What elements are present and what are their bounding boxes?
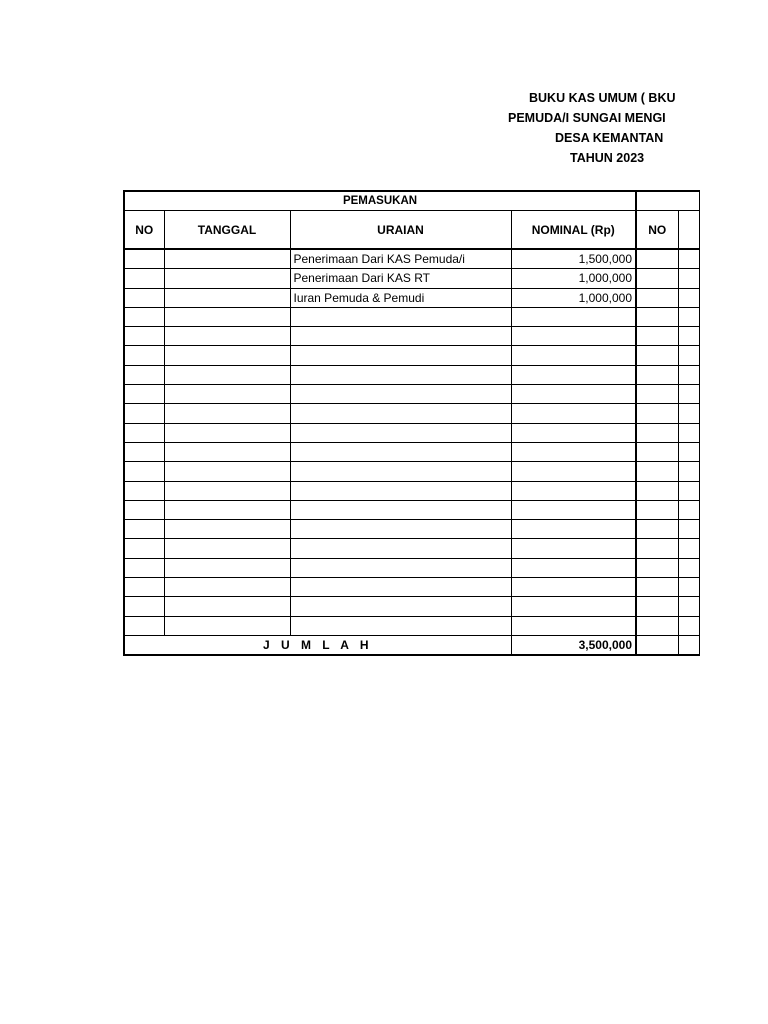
cell-nominal — [511, 442, 636, 461]
cell-nominal — [511, 385, 636, 404]
cell-uraian — [290, 404, 511, 423]
cell-uraian — [290, 423, 511, 442]
cell-right-partial — [678, 346, 699, 365]
cell-tanggal — [164, 462, 290, 481]
report-title-line-1: BUKU KAS UMUM ( BKU — [529, 91, 676, 105]
cell-tanggal — [164, 327, 290, 346]
table-row — [124, 404, 699, 423]
cell-right-partial — [678, 520, 699, 539]
cell-uraian — [290, 500, 511, 519]
cell-uraian — [290, 346, 511, 365]
cell-uraian — [290, 558, 511, 577]
table-row — [124, 539, 699, 558]
table-body — [124, 249, 699, 635]
cell-no — [124, 385, 164, 404]
table-row — [124, 578, 699, 597]
cell-no-right — [636, 404, 678, 423]
cell-no — [124, 481, 164, 500]
col-header-tanggal: TANGGAL — [164, 211, 290, 250]
cell-uraian — [290, 520, 511, 539]
cell-tanggal — [164, 307, 290, 326]
cell-no-right — [636, 462, 678, 481]
report-title-line-4: TAHUN 2023 — [570, 151, 645, 165]
cell-right-partial — [678, 423, 699, 442]
cell-right-partial — [678, 481, 699, 500]
table-row — [124, 307, 699, 326]
table-row — [124, 423, 699, 442]
cell-no-right — [636, 442, 678, 461]
col-header-no: NO — [124, 211, 164, 250]
cell-no-right — [636, 365, 678, 384]
cell-no — [124, 616, 164, 635]
cell-no-right — [636, 597, 678, 616]
cell-tanggal — [164, 616, 290, 635]
cell-right-partial — [678, 327, 699, 346]
cell-no — [124, 539, 164, 558]
cell-nominal: 1,000,000 — [511, 288, 636, 307]
cell-no — [124, 520, 164, 539]
spreadsheet-area — [123, 190, 768, 660]
cell-uraian — [290, 327, 511, 346]
cell-no — [124, 307, 164, 326]
cell-tanggal — [164, 249, 290, 269]
table-row — [124, 616, 699, 635]
cell-uraian — [290, 578, 511, 597]
cell-nominal — [511, 558, 636, 577]
cashbook-table — [123, 190, 700, 656]
total-row — [124, 635, 699, 655]
cell-no — [124, 404, 164, 423]
cell-uraian — [290, 539, 511, 558]
cell-nominal — [511, 365, 636, 384]
cell-nominal — [511, 597, 636, 616]
cell-uraian — [290, 385, 511, 404]
cell-tanggal — [164, 481, 290, 500]
total-right-partial — [678, 635, 699, 655]
cell-right-partial — [678, 539, 699, 558]
group-header-row — [124, 191, 699, 211]
report-title-line-3: DESA KEMANTAN — [555, 131, 664, 145]
cell-no-right — [636, 385, 678, 404]
cell-tanggal — [164, 578, 290, 597]
cell-no-right — [636, 539, 678, 558]
cell-right-partial — [678, 616, 699, 635]
table-row — [124, 462, 699, 481]
table-row — [124, 269, 699, 288]
report-title-line-2: PEMUDA/I SUNGAI MENGI — [508, 111, 666, 125]
cell-no — [124, 462, 164, 481]
cell-uraian — [290, 481, 511, 500]
cell-nominal: 1,500,000 — [511, 249, 636, 269]
table-row — [124, 346, 699, 365]
cell-nominal — [511, 462, 636, 481]
cell-no-right — [636, 249, 678, 269]
cell-right-partial — [678, 558, 699, 577]
cell-right-partial — [678, 288, 699, 307]
total-right-cell — [636, 635, 678, 655]
cell-no-right — [636, 500, 678, 519]
cell-uraian — [290, 462, 511, 481]
cell-tanggal — [164, 442, 290, 461]
col-header-nominal: NOMINAL (Rp) — [511, 211, 636, 250]
cell-nominal — [511, 520, 636, 539]
col-header-no-right: NO — [636, 211, 678, 250]
cell-tanggal — [164, 520, 290, 539]
cell-no-right — [636, 423, 678, 442]
cell-uraian: Iuran Pemuda & Pemudi — [290, 288, 511, 307]
cell-no-right — [636, 288, 678, 307]
cell-uraian — [290, 307, 511, 326]
pemasukan-header: PEMASUKAN — [124, 191, 636, 211]
column-header-row — [124, 211, 699, 250]
cell-nominal — [511, 578, 636, 597]
cell-no — [124, 578, 164, 597]
cell-nominal — [511, 327, 636, 346]
cell-nominal — [511, 500, 636, 519]
cell-tanggal — [164, 597, 290, 616]
cell-no — [124, 500, 164, 519]
cell-uraian: Penerimaan Dari KAS RT — [290, 269, 511, 288]
cell-uraian — [290, 597, 511, 616]
cell-no-right — [636, 481, 678, 500]
total-value: 3,500,000 — [511, 635, 636, 655]
table-row — [124, 327, 699, 346]
table-row — [124, 597, 699, 616]
cell-nominal: 1,000,000 — [511, 269, 636, 288]
table-row — [124, 442, 699, 461]
cell-no-right — [636, 346, 678, 365]
cell-no-right — [636, 307, 678, 326]
table-row — [124, 500, 699, 519]
cell-no-right — [636, 558, 678, 577]
cell-uraian — [290, 442, 511, 461]
table-row — [124, 481, 699, 500]
table-row — [124, 249, 699, 269]
table-row — [124, 288, 699, 307]
cell-no — [124, 288, 164, 307]
col-header-right-partial — [678, 211, 699, 250]
cell-no — [124, 442, 164, 461]
cell-tanggal — [164, 269, 290, 288]
right-group-header — [636, 191, 699, 211]
table-row — [124, 520, 699, 539]
cell-tanggal — [164, 346, 290, 365]
cell-tanggal — [164, 404, 290, 423]
cell-no — [124, 558, 164, 577]
cell-nominal — [511, 616, 636, 635]
table-row — [124, 365, 699, 384]
cell-no-right — [636, 578, 678, 597]
cell-no-right — [636, 616, 678, 635]
table-row — [124, 558, 699, 577]
table-row — [124, 385, 699, 404]
cell-right-partial — [678, 269, 699, 288]
cell-right-partial — [678, 365, 699, 384]
cell-right-partial — [678, 404, 699, 423]
cell-right-partial — [678, 385, 699, 404]
cell-no-right — [636, 269, 678, 288]
cell-nominal — [511, 307, 636, 326]
cell-right-partial — [678, 500, 699, 519]
cell-tanggal — [164, 385, 290, 404]
cell-tanggal — [164, 423, 290, 442]
cell-uraian: Penerimaan Dari KAS Pemuda/i — [290, 249, 511, 269]
total-label: J U M L A H — [124, 635, 511, 655]
cell-no — [124, 423, 164, 442]
cell-right-partial — [678, 307, 699, 326]
cell-tanggal — [164, 288, 290, 307]
col-header-uraian: URAIAN — [290, 211, 511, 250]
cell-tanggal — [164, 558, 290, 577]
cell-nominal — [511, 481, 636, 500]
cell-right-partial — [678, 442, 699, 461]
cell-right-partial — [678, 249, 699, 269]
cell-nominal — [511, 346, 636, 365]
cell-no-right — [636, 520, 678, 539]
cell-no — [124, 365, 164, 384]
cell-tanggal — [164, 500, 290, 519]
cell-right-partial — [678, 462, 699, 481]
cell-tanggal — [164, 365, 290, 384]
cell-nominal — [511, 423, 636, 442]
cell-no — [124, 597, 164, 616]
cell-right-partial — [678, 597, 699, 616]
cell-no — [124, 269, 164, 288]
cell-uraian — [290, 616, 511, 635]
cell-nominal — [511, 539, 636, 558]
cell-no-right — [636, 327, 678, 346]
cell-uraian — [290, 365, 511, 384]
cell-nominal — [511, 404, 636, 423]
cell-no — [124, 249, 164, 269]
cell-right-partial — [678, 578, 699, 597]
cell-tanggal — [164, 539, 290, 558]
cell-no — [124, 346, 164, 365]
cell-no — [124, 327, 164, 346]
